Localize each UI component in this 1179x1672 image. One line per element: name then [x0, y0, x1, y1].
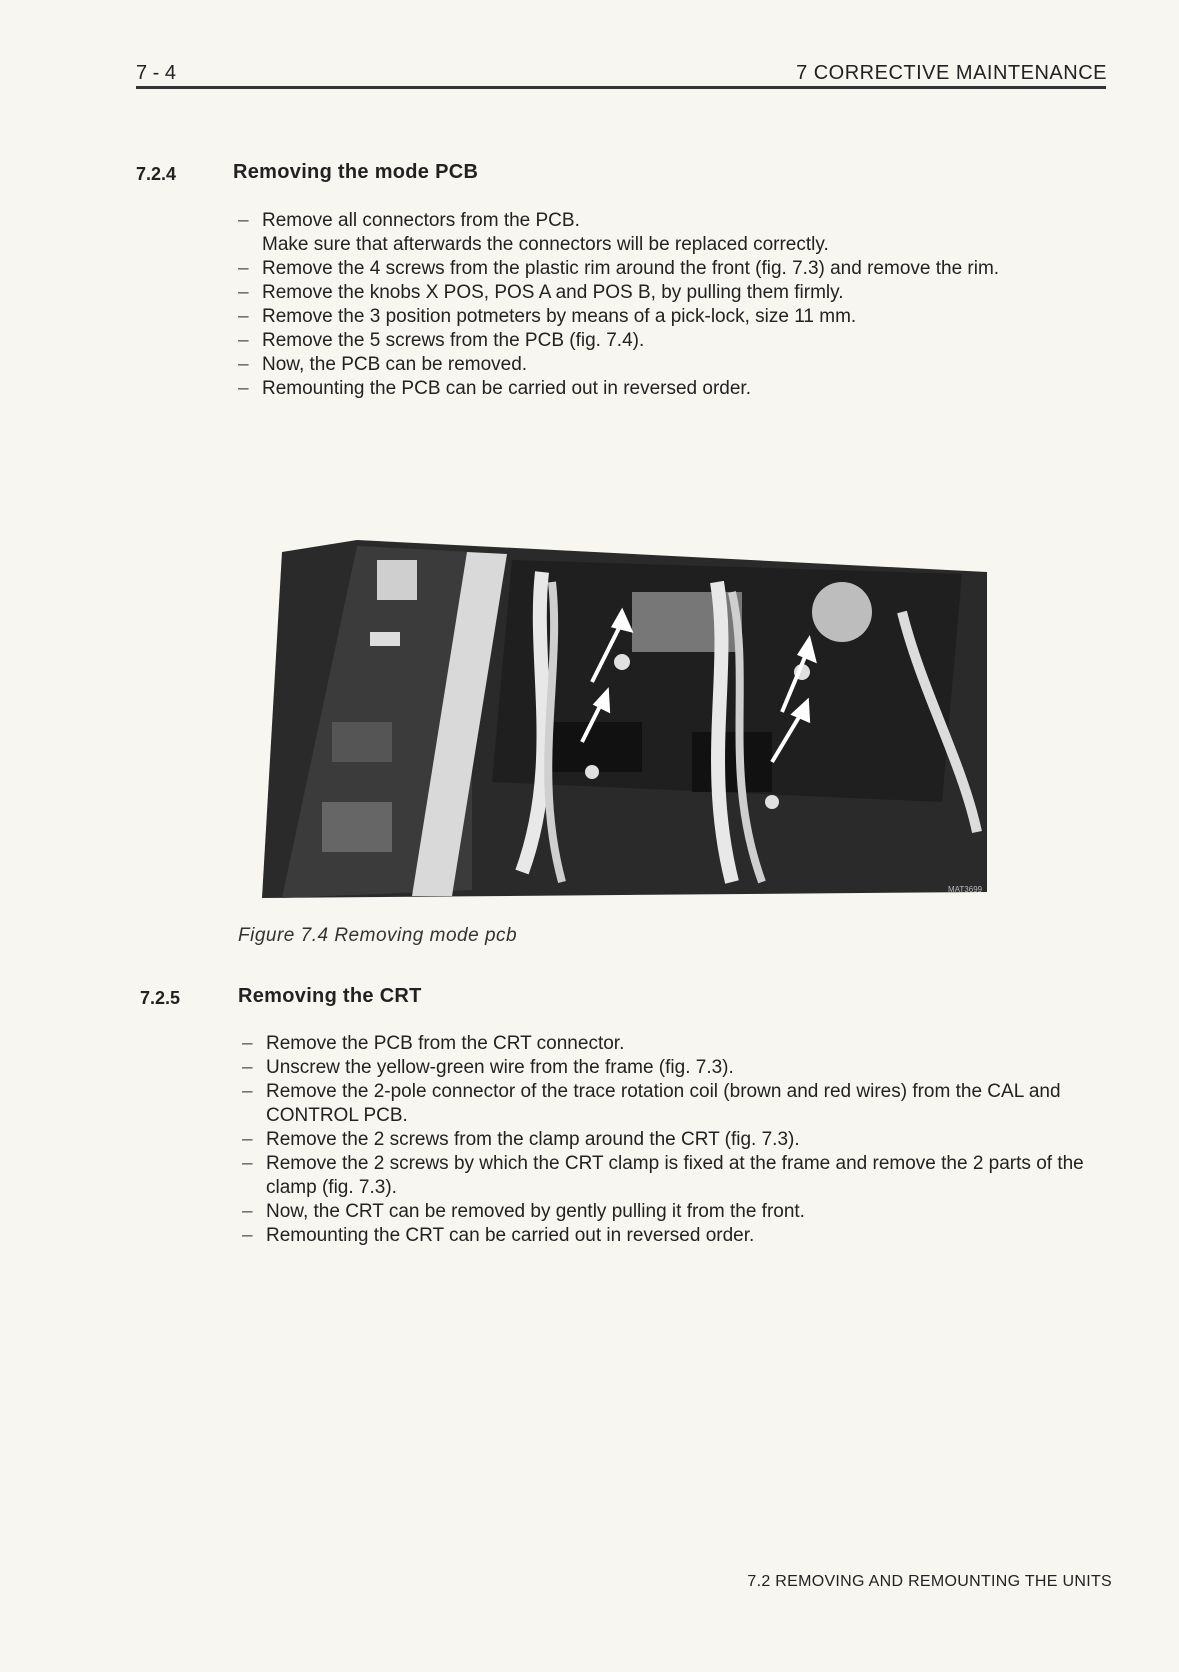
- step-item: Make sure that afterwards the connectors will be replaced correctly.: [262, 234, 829, 255]
- section-title: Removing the mode PCB: [233, 161, 479, 183]
- step-item: – Remove the 2 screws by which the CRT clamp is fixed at the frame and remove the 2 parts of the clamp (fig. 7.3).: [238, 1152, 1108, 1200]
- section-title: Removing the CRT: [238, 985, 422, 1007]
- step-list: [238, 1032, 1108, 1248]
- step-item: – Remove the 2 screws from the clamp around the CRT (fig. 7.3).: [238, 1128, 1108, 1152]
- step-item: – Remounting the CRT can be carried out in reversed order.: [238, 1224, 1108, 1248]
- step-item: – Remove all connectors from the PCB.: [234, 209, 1094, 233]
- image-code: MAT3699: [948, 885, 983, 894]
- step-item: – Remounting the PCB can be carried out in reversed order.: [234, 377, 1094, 401]
- step-item: – Unscrew the yellow-green wire from the frame (fig. 7.3).: [238, 1056, 1108, 1080]
- footer-text: 7.2 REMOVING AND REMOUNTING THE UNITS: [747, 1573, 1112, 1590]
- step-item: – Remove the knobs X POS, POS A and POS B, by pulling them firmly.: [234, 281, 1094, 305]
- step-item: – Remove the PCB from the CRT connector.: [238, 1032, 1108, 1056]
- pcb-photo: [262, 512, 987, 898]
- step-item: – Remove the 5 screws from the PCB (fig. 7.4).: [234, 329, 1094, 353]
- section-number: 7.2.4: [136, 164, 177, 184]
- chapter-title: 7 CORRECTIVE MAINTENANCE: [796, 62, 1107, 84]
- figure-caption: Figure 7.4 Removing mode pcb: [238, 925, 518, 946]
- step-item: – Now, the PCB can be removed.: [234, 353, 1094, 377]
- step-item: – Remove the 3 position potmeters by means of a pick-lock, size 11 mm.: [234, 305, 1094, 329]
- page-number: 7 - 4: [136, 62, 177, 84]
- step-item: – Remove the 4 screws from the plastic rim around the front (fig. 7.3) and remove the rim.: [234, 257, 1094, 281]
- section-number: 7.2.5: [140, 988, 181, 1008]
- step-item: – Now, the CRT can be removed by gently pulling it from the front.: [238, 1200, 1108, 1224]
- header-rule: [136, 86, 1106, 89]
- step-item: – Remove the 2-pole connector of the trace rotation coil (brown and red wires) from the CAL and CONTROL PCB.: [238, 1080, 1108, 1128]
- step-list: [234, 209, 1094, 401]
